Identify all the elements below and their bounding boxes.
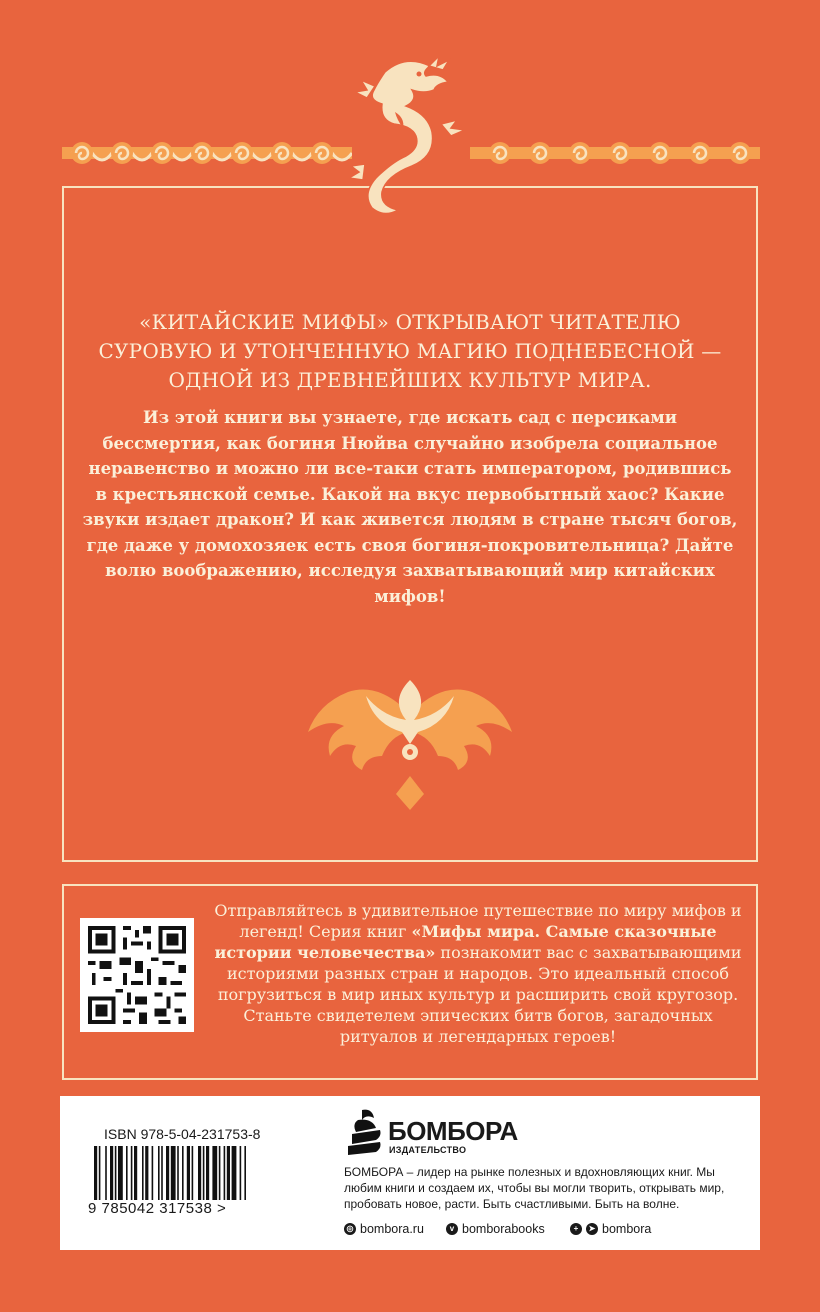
description-paragraph: Из этой книги вы узнаете, где искать сад с персиками бессмертия, как богиня Нюйва случайно изобрела социальное неравенство и можно ли все-таки стать императором, родившись в крестьянской семье. Какой на вкус первобытный хаос? Какие звуки издает дракон? И как живется людям в стране тысяч богов, где даже у домохозяек есть своя богиня-покровительница? Дайте волю воображению, исследуя захватывающий мир китайских мифов! [82,408,738,606]
barcode-panel [60,1096,760,1250]
telegram-icon: ➤ [586,1223,598,1235]
social-telegram-label: bombora [602,1222,652,1236]
ornament-band-right [470,133,760,173]
social-telegram[interactable] [570,1222,651,1236]
series-text-before: Отправляйтесь в удивительное путешествие по миру мифов и легенд! Серия книг [214,901,742,941]
social-website-label: bombora.ru [360,1222,424,1236]
barcode-digits: 9 785042 317538 > [88,1200,328,1217]
series-text-after: познакомит вас с захватывающими историями разных стран и народов. Это идеальный способ погрузиться в мир иных культур и расширить свой кругозор. Станьте свидетелем эпических битв богов, загадочных ритуалов и легендарных героев! [217,943,742,1046]
vk-icon: v [446,1223,458,1235]
bombora-logo-icon [344,1108,386,1156]
series-title: «Мифы мира. Самые сказочные истории человечества» [214,922,717,962]
plus-icon: + [570,1223,582,1235]
publisher-name: БОМБОРА [388,1116,518,1146]
ornament-band-left [62,133,352,173]
isbn-text: ISBN 978-5-04-231753-8 [104,1126,261,1142]
social-website[interactable] [344,1222,424,1236]
series-text [212,900,744,1047]
social-vk-label: bomborabooks [462,1222,545,1236]
qr-code[interactable] [80,918,194,1032]
cloud-ornament-icon [300,672,520,812]
headline: «КИТАЙСКИЕ МИФЫ» ОТКРЫВАЮТ ЧИТАТЕЛЮ СУРОВУЮ И УТОНЧЕННУЮ МАГИЮ ПОДНЕБЕСНОЙ — ОДНОЙ ИЗ ДРЕВНЕЙШИХ КУЛЬТУР МИРА. [98,310,722,392]
globe-icon: ◎ [344,1223,356,1235]
social-vk[interactable] [446,1222,545,1236]
publisher-subtitle: ИЗДАТЕЛЬСТВО [389,1145,467,1155]
dragon-icon [345,52,475,222]
publisher-description: БОМБОРА – лидер на рынке полезных и вдохновляющих книг. Мы любим книги и создаем их, чтобы вы могли творить, открывать мир, пробовать новое, расти. Быть счастливыми. Быть на волне. [344,1165,725,1211]
